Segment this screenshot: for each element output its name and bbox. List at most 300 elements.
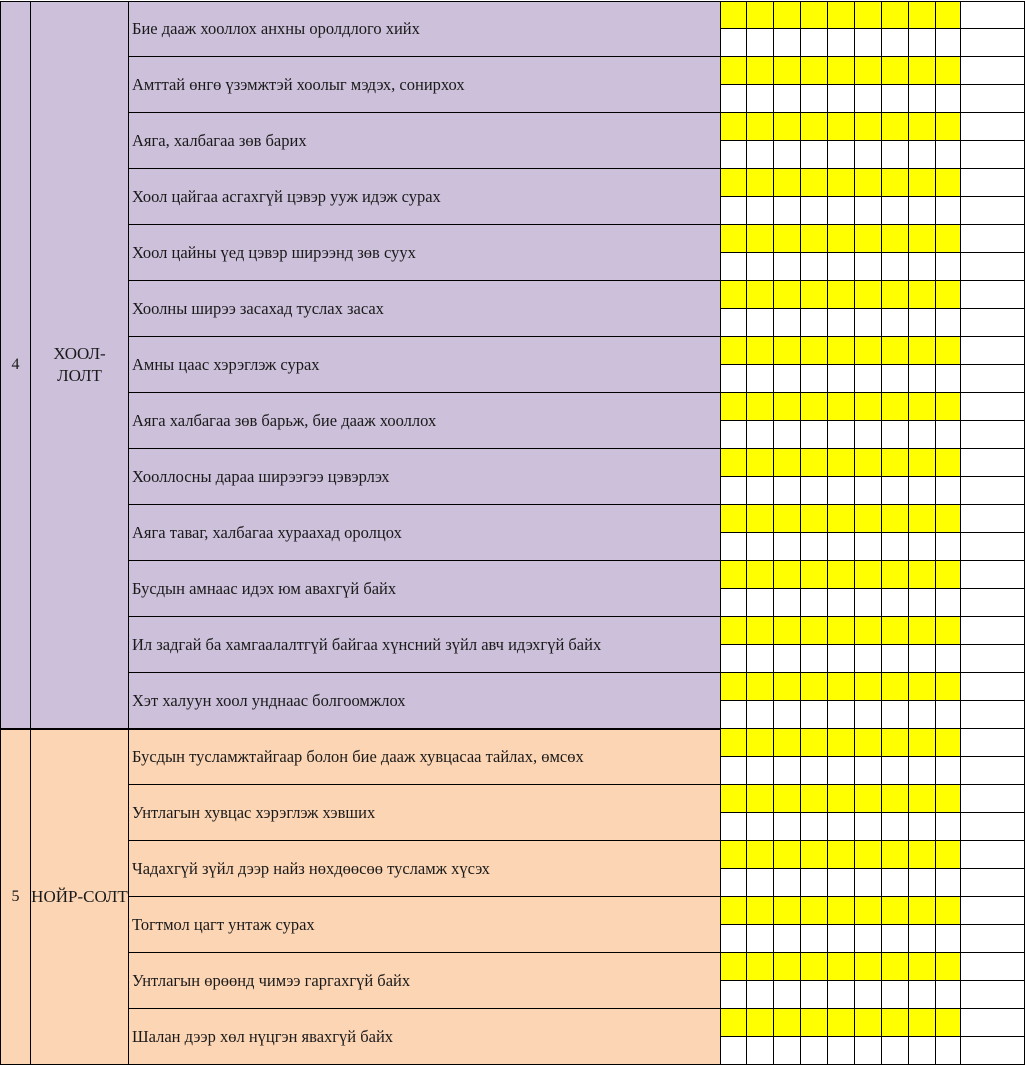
mark-cell[interactable]: [774, 85, 801, 113]
mark-cell[interactable]: [855, 701, 882, 729]
mark-cell[interactable]: [774, 477, 801, 505]
mark-cell[interactable]: [774, 757, 801, 785]
mark-cell[interactable]: [774, 925, 801, 953]
mark-cell[interactable]: [961, 925, 1025, 953]
mark-cell-filled[interactable]: [747, 505, 774, 533]
mark-cell-filled[interactable]: [721, 225, 747, 253]
mark-cell[interactable]: [961, 393, 1025, 421]
mark-cell-filled[interactable]: [721, 673, 747, 701]
mark-cell[interactable]: [882, 29, 909, 57]
mark-cell-filled[interactable]: [855, 561, 882, 589]
mark-cell-filled[interactable]: [774, 337, 801, 365]
mark-cell[interactable]: [774, 141, 801, 169]
mark-cell-filled[interactable]: [801, 561, 828, 589]
mark-cell-filled[interactable]: [801, 729, 828, 757]
mark-cell-filled[interactable]: [882, 1009, 909, 1037]
mark-cell-filled[interactable]: [855, 505, 882, 533]
mark-cell-filled[interactable]: [855, 169, 882, 197]
mark-cell-filled[interactable]: [936, 953, 961, 981]
mark-cell[interactable]: [909, 757, 936, 785]
mark-cell[interactable]: [721, 981, 747, 1009]
mark-cell[interactable]: [882, 365, 909, 393]
mark-cell[interactable]: [936, 365, 961, 393]
mark-cell[interactable]: [961, 673, 1025, 701]
mark-cell-filled[interactable]: [801, 673, 828, 701]
mark-cell[interactable]: [721, 533, 747, 561]
mark-cell[interactable]: [909, 421, 936, 449]
mark-cell[interactable]: [721, 253, 747, 281]
mark-cell[interactable]: [882, 253, 909, 281]
mark-cell[interactable]: [828, 85, 855, 113]
mark-cell[interactable]: [828, 477, 855, 505]
mark-cell-filled[interactable]: [747, 617, 774, 645]
mark-cell[interactable]: [936, 197, 961, 225]
mark-cell[interactable]: [828, 141, 855, 169]
mark-cell[interactable]: [801, 813, 828, 841]
mark-cell-filled[interactable]: [828, 449, 855, 477]
mark-cell[interactable]: [961, 85, 1025, 113]
mark-cell[interactable]: [882, 141, 909, 169]
mark-cell-filled[interactable]: [909, 337, 936, 365]
mark-cell-filled[interactable]: [855, 785, 882, 813]
mark-cell[interactable]: [909, 813, 936, 841]
mark-cell-filled[interactable]: [774, 449, 801, 477]
mark-cell-filled[interactable]: [801, 617, 828, 645]
mark-cell-filled[interactable]: [909, 169, 936, 197]
mark-cell[interactable]: [936, 925, 961, 953]
mark-cell-filled[interactable]: [909, 561, 936, 589]
mark-cell[interactable]: [855, 85, 882, 113]
mark-cell-filled[interactable]: [747, 1009, 774, 1037]
mark-cell[interactable]: [801, 365, 828, 393]
mark-cell[interactable]: [801, 701, 828, 729]
mark-cell[interactable]: [801, 197, 828, 225]
mark-cell[interactable]: [828, 925, 855, 953]
mark-cell[interactable]: [721, 85, 747, 113]
mark-cell-filled[interactable]: [828, 673, 855, 701]
mark-cell-filled[interactable]: [747, 337, 774, 365]
mark-cell[interactable]: [747, 197, 774, 225]
mark-cell[interactable]: [747, 645, 774, 673]
mark-cell[interactable]: [936, 141, 961, 169]
mark-cell-filled[interactable]: [747, 1, 774, 29]
mark-cell-filled[interactable]: [828, 337, 855, 365]
mark-cell[interactable]: [747, 925, 774, 953]
mark-cell[interactable]: [747, 253, 774, 281]
mark-cell-filled[interactable]: [801, 841, 828, 869]
mark-cell-filled[interactable]: [936, 1009, 961, 1037]
mark-cell-filled[interactable]: [774, 1009, 801, 1037]
mark-cell-filled[interactable]: [747, 57, 774, 85]
mark-cell[interactable]: [747, 141, 774, 169]
mark-cell-filled[interactable]: [855, 1, 882, 29]
mark-cell[interactable]: [936, 869, 961, 897]
mark-cell-filled[interactable]: [747, 449, 774, 477]
mark-cell[interactable]: [909, 197, 936, 225]
mark-cell-filled[interactable]: [721, 617, 747, 645]
mark-cell-filled[interactable]: [747, 169, 774, 197]
mark-cell-filled[interactable]: [828, 393, 855, 421]
mark-cell[interactable]: [961, 57, 1025, 85]
mark-cell[interactable]: [828, 645, 855, 673]
mark-cell-filled[interactable]: [828, 841, 855, 869]
mark-cell[interactable]: [909, 869, 936, 897]
mark-cell[interactable]: [721, 477, 747, 505]
mark-cell[interactable]: [801, 925, 828, 953]
mark-cell[interactable]: [961, 365, 1025, 393]
mark-cell[interactable]: [936, 309, 961, 337]
mark-cell[interactable]: [828, 701, 855, 729]
mark-cell-filled[interactable]: [828, 1009, 855, 1037]
mark-cell[interactable]: [961, 561, 1025, 589]
mark-cell-filled[interactable]: [721, 337, 747, 365]
mark-cell[interactable]: [882, 701, 909, 729]
mark-cell-filled[interactable]: [936, 225, 961, 253]
mark-cell-filled[interactable]: [774, 57, 801, 85]
mark-cell[interactable]: [828, 197, 855, 225]
mark-cell[interactable]: [721, 701, 747, 729]
mark-cell-filled[interactable]: [882, 841, 909, 869]
mark-cell[interactable]: [855, 365, 882, 393]
mark-cell-filled[interactable]: [909, 841, 936, 869]
mark-cell-filled[interactable]: [855, 617, 882, 645]
mark-cell[interactable]: [721, 1037, 747, 1065]
mark-cell[interactable]: [961, 29, 1025, 57]
mark-cell[interactable]: [855, 477, 882, 505]
mark-cell-filled[interactable]: [774, 393, 801, 421]
mark-cell[interactable]: [961, 757, 1025, 785]
mark-cell[interactable]: [855, 253, 882, 281]
mark-cell-filled[interactable]: [909, 1009, 936, 1037]
mark-cell-filled[interactable]: [774, 1, 801, 29]
mark-cell[interactable]: [855, 925, 882, 953]
mark-cell[interactable]: [909, 309, 936, 337]
mark-cell[interactable]: [828, 981, 855, 1009]
mark-cell-filled[interactable]: [882, 57, 909, 85]
mark-cell[interactable]: [961, 309, 1025, 337]
mark-cell[interactable]: [936, 701, 961, 729]
mark-cell-filled[interactable]: [882, 337, 909, 365]
mark-cell[interactable]: [721, 309, 747, 337]
mark-cell[interactable]: [801, 29, 828, 57]
mark-cell-filled[interactable]: [882, 113, 909, 141]
mark-cell[interactable]: [855, 197, 882, 225]
mark-cell-filled[interactable]: [801, 57, 828, 85]
mark-cell[interactable]: [721, 421, 747, 449]
mark-cell[interactable]: [882, 757, 909, 785]
mark-cell-filled[interactable]: [936, 897, 961, 925]
mark-cell-filled[interactable]: [936, 841, 961, 869]
mark-cell-filled[interactable]: [882, 953, 909, 981]
mark-cell[interactable]: [828, 421, 855, 449]
mark-cell[interactable]: [936, 29, 961, 57]
mark-cell-filled[interactable]: [828, 953, 855, 981]
mark-cell-filled[interactable]: [721, 113, 747, 141]
mark-cell[interactable]: [801, 253, 828, 281]
mark-cell[interactable]: [801, 1037, 828, 1065]
mark-cell-filled[interactable]: [855, 393, 882, 421]
mark-cell-filled[interactable]: [909, 785, 936, 813]
mark-cell-filled[interactable]: [747, 673, 774, 701]
mark-cell[interactable]: [801, 141, 828, 169]
mark-cell-filled[interactable]: [828, 897, 855, 925]
mark-cell[interactable]: [747, 981, 774, 1009]
mark-cell-filled[interactable]: [721, 57, 747, 85]
mark-cell[interactable]: [801, 477, 828, 505]
mark-cell[interactable]: [801, 589, 828, 617]
mark-cell[interactable]: [961, 729, 1025, 757]
mark-cell-filled[interactable]: [721, 449, 747, 477]
mark-cell-filled[interactable]: [855, 281, 882, 309]
mark-cell[interactable]: [909, 29, 936, 57]
mark-cell[interactable]: [747, 533, 774, 561]
mark-cell[interactable]: [747, 701, 774, 729]
mark-cell[interactable]: [855, 309, 882, 337]
mark-cell[interactable]: [909, 533, 936, 561]
mark-cell-filled[interactable]: [774, 169, 801, 197]
mark-cell[interactable]: [882, 589, 909, 617]
mark-cell-filled[interactable]: [721, 1009, 747, 1037]
mark-cell-filled[interactable]: [747, 225, 774, 253]
mark-cell-filled[interactable]: [801, 1009, 828, 1037]
mark-cell[interactable]: [801, 85, 828, 113]
mark-cell-filled[interactable]: [721, 897, 747, 925]
mark-cell-filled[interactable]: [882, 897, 909, 925]
mark-cell-filled[interactable]: [721, 953, 747, 981]
mark-cell-filled[interactable]: [774, 953, 801, 981]
mark-cell[interactable]: [961, 897, 1025, 925]
mark-cell-filled[interactable]: [721, 169, 747, 197]
mark-cell-filled[interactable]: [747, 841, 774, 869]
mark-cell[interactable]: [936, 85, 961, 113]
mark-cell[interactable]: [747, 757, 774, 785]
mark-cell[interactable]: [961, 1009, 1025, 1037]
mark-cell-filled[interactable]: [882, 785, 909, 813]
mark-cell[interactable]: [936, 533, 961, 561]
mark-cell-filled[interactable]: [882, 1, 909, 29]
mark-cell-filled[interactable]: [828, 785, 855, 813]
mark-cell-filled[interactable]: [774, 113, 801, 141]
mark-cell-filled[interactable]: [828, 729, 855, 757]
mark-cell[interactable]: [828, 589, 855, 617]
mark-cell-filled[interactable]: [936, 561, 961, 589]
mark-cell-filled[interactable]: [774, 841, 801, 869]
mark-cell[interactable]: [721, 589, 747, 617]
mark-cell[interactable]: [747, 365, 774, 393]
mark-cell[interactable]: [721, 869, 747, 897]
mark-cell[interactable]: [747, 477, 774, 505]
mark-cell-filled[interactable]: [855, 337, 882, 365]
mark-cell[interactable]: [855, 29, 882, 57]
mark-cell[interactable]: [828, 1037, 855, 1065]
mark-cell-filled[interactable]: [936, 337, 961, 365]
mark-cell-filled[interactable]: [909, 897, 936, 925]
mark-cell-filled[interactable]: [774, 673, 801, 701]
mark-cell[interactable]: [909, 365, 936, 393]
mark-cell-filled[interactable]: [936, 281, 961, 309]
mark-cell[interactable]: [882, 477, 909, 505]
mark-cell[interactable]: [801, 981, 828, 1009]
mark-cell[interactable]: [882, 981, 909, 1009]
mark-cell-filled[interactable]: [936, 113, 961, 141]
mark-cell-filled[interactable]: [801, 113, 828, 141]
mark-cell-filled[interactable]: [828, 113, 855, 141]
mark-cell-filled[interactable]: [774, 729, 801, 757]
mark-cell-filled[interactable]: [747, 785, 774, 813]
mark-cell-filled[interactable]: [801, 1, 828, 29]
mark-cell-filled[interactable]: [882, 561, 909, 589]
mark-cell-filled[interactable]: [828, 561, 855, 589]
mark-cell[interactable]: [774, 29, 801, 57]
mark-cell[interactable]: [828, 757, 855, 785]
mark-cell-filled[interactable]: [882, 225, 909, 253]
mark-cell[interactable]: [936, 421, 961, 449]
mark-cell[interactable]: [721, 141, 747, 169]
mark-cell[interactable]: [774, 589, 801, 617]
mark-cell[interactable]: [721, 29, 747, 57]
mark-cell[interactable]: [721, 365, 747, 393]
mark-cell-filled[interactable]: [747, 113, 774, 141]
mark-cell[interactable]: [961, 869, 1025, 897]
mark-cell-filled[interactable]: [774, 505, 801, 533]
mark-cell-filled[interactable]: [774, 897, 801, 925]
mark-cell[interactable]: [774, 253, 801, 281]
mark-cell[interactable]: [961, 281, 1025, 309]
mark-cell-filled[interactable]: [909, 281, 936, 309]
mark-cell-filled[interactable]: [774, 617, 801, 645]
mark-cell-filled[interactable]: [909, 729, 936, 757]
mark-cell-filled[interactable]: [882, 673, 909, 701]
mark-cell-filled[interactable]: [855, 953, 882, 981]
mark-cell[interactable]: [774, 813, 801, 841]
mark-cell-filled[interactable]: [882, 281, 909, 309]
mark-cell-filled[interactable]: [909, 505, 936, 533]
mark-cell[interactable]: [801, 533, 828, 561]
mark-cell[interactable]: [936, 981, 961, 1009]
mark-cell[interactable]: [961, 1037, 1025, 1065]
mark-cell[interactable]: [747, 309, 774, 337]
mark-cell-filled[interactable]: [855, 1009, 882, 1037]
mark-cell[interactable]: [961, 533, 1025, 561]
mark-cell[interactable]: [909, 925, 936, 953]
mark-cell[interactable]: [936, 757, 961, 785]
mark-cell[interactable]: [855, 813, 882, 841]
mark-cell[interactable]: [828, 813, 855, 841]
mark-cell[interactable]: [961, 449, 1025, 477]
mark-cell-filled[interactable]: [855, 897, 882, 925]
mark-cell-filled[interactable]: [855, 113, 882, 141]
mark-cell-filled[interactable]: [801, 393, 828, 421]
mark-cell[interactable]: [774, 869, 801, 897]
mark-cell-filled[interactable]: [721, 785, 747, 813]
mark-cell[interactable]: [721, 197, 747, 225]
mark-cell[interactable]: [909, 1037, 936, 1065]
mark-cell[interactable]: [747, 85, 774, 113]
mark-cell-filled[interactable]: [747, 281, 774, 309]
mark-cell[interactable]: [936, 645, 961, 673]
mark-cell-filled[interactable]: [801, 337, 828, 365]
mark-cell-filled[interactable]: [801, 505, 828, 533]
mark-cell-filled[interactable]: [721, 841, 747, 869]
mark-cell[interactable]: [801, 757, 828, 785]
mark-cell[interactable]: [909, 701, 936, 729]
mark-cell[interactable]: [855, 869, 882, 897]
mark-cell-filled[interactable]: [828, 617, 855, 645]
mark-cell-filled[interactable]: [801, 281, 828, 309]
mark-cell[interactable]: [936, 253, 961, 281]
mark-cell-filled[interactable]: [721, 505, 747, 533]
mark-cell[interactable]: [961, 841, 1025, 869]
mark-cell[interactable]: [855, 141, 882, 169]
mark-cell-filled[interactable]: [828, 1, 855, 29]
mark-cell-filled[interactable]: [801, 785, 828, 813]
mark-cell[interactable]: [961, 813, 1025, 841]
mark-cell-filled[interactable]: [774, 785, 801, 813]
mark-cell[interactable]: [961, 505, 1025, 533]
mark-cell[interactable]: [961, 617, 1025, 645]
mark-cell[interactable]: [774, 1037, 801, 1065]
mark-cell[interactable]: [747, 869, 774, 897]
mark-cell[interactable]: [909, 645, 936, 673]
mark-cell-filled[interactable]: [936, 57, 961, 85]
mark-cell[interactable]: [855, 757, 882, 785]
mark-cell[interactable]: [936, 477, 961, 505]
mark-cell[interactable]: [801, 869, 828, 897]
mark-cell[interactable]: [961, 589, 1025, 617]
mark-cell[interactable]: [936, 813, 961, 841]
mark-cell[interactable]: [909, 253, 936, 281]
mark-cell-filled[interactable]: [882, 505, 909, 533]
mark-cell-filled[interactable]: [855, 673, 882, 701]
mark-cell-filled[interactable]: [747, 953, 774, 981]
mark-cell-filled[interactable]: [855, 225, 882, 253]
mark-cell[interactable]: [882, 309, 909, 337]
mark-cell-filled[interactable]: [801, 449, 828, 477]
mark-cell[interactable]: [801, 645, 828, 673]
mark-cell[interactable]: [909, 85, 936, 113]
mark-cell[interactable]: [961, 197, 1025, 225]
mark-cell-filled[interactable]: [828, 169, 855, 197]
mark-cell-filled[interactable]: [828, 505, 855, 533]
mark-cell-filled[interactable]: [909, 57, 936, 85]
mark-cell-filled[interactable]: [801, 953, 828, 981]
mark-cell[interactable]: [961, 421, 1025, 449]
mark-cell[interactable]: [747, 421, 774, 449]
mark-cell[interactable]: [721, 813, 747, 841]
mark-cell[interactable]: [882, 925, 909, 953]
mark-cell[interactable]: [801, 421, 828, 449]
mark-cell-filled[interactable]: [828, 57, 855, 85]
mark-cell[interactable]: [961, 1, 1025, 29]
mark-cell-filled[interactable]: [855, 57, 882, 85]
mark-cell[interactable]: [828, 29, 855, 57]
mark-cell[interactable]: [882, 869, 909, 897]
mark-cell[interactable]: [961, 169, 1025, 197]
mark-cell[interactable]: [774, 365, 801, 393]
mark-cell-filled[interactable]: [828, 281, 855, 309]
mark-cell[interactable]: [747, 29, 774, 57]
mark-cell[interactable]: [961, 981, 1025, 1009]
mark-cell-filled[interactable]: [721, 281, 747, 309]
mark-cell-filled[interactable]: [721, 1, 747, 29]
mark-cell[interactable]: [909, 981, 936, 1009]
mark-cell-filled[interactable]: [855, 841, 882, 869]
mark-cell-filled[interactable]: [936, 617, 961, 645]
mark-cell[interactable]: [855, 645, 882, 673]
mark-cell-filled[interactable]: [936, 449, 961, 477]
mark-cell-filled[interactable]: [747, 729, 774, 757]
mark-cell-filled[interactable]: [936, 505, 961, 533]
